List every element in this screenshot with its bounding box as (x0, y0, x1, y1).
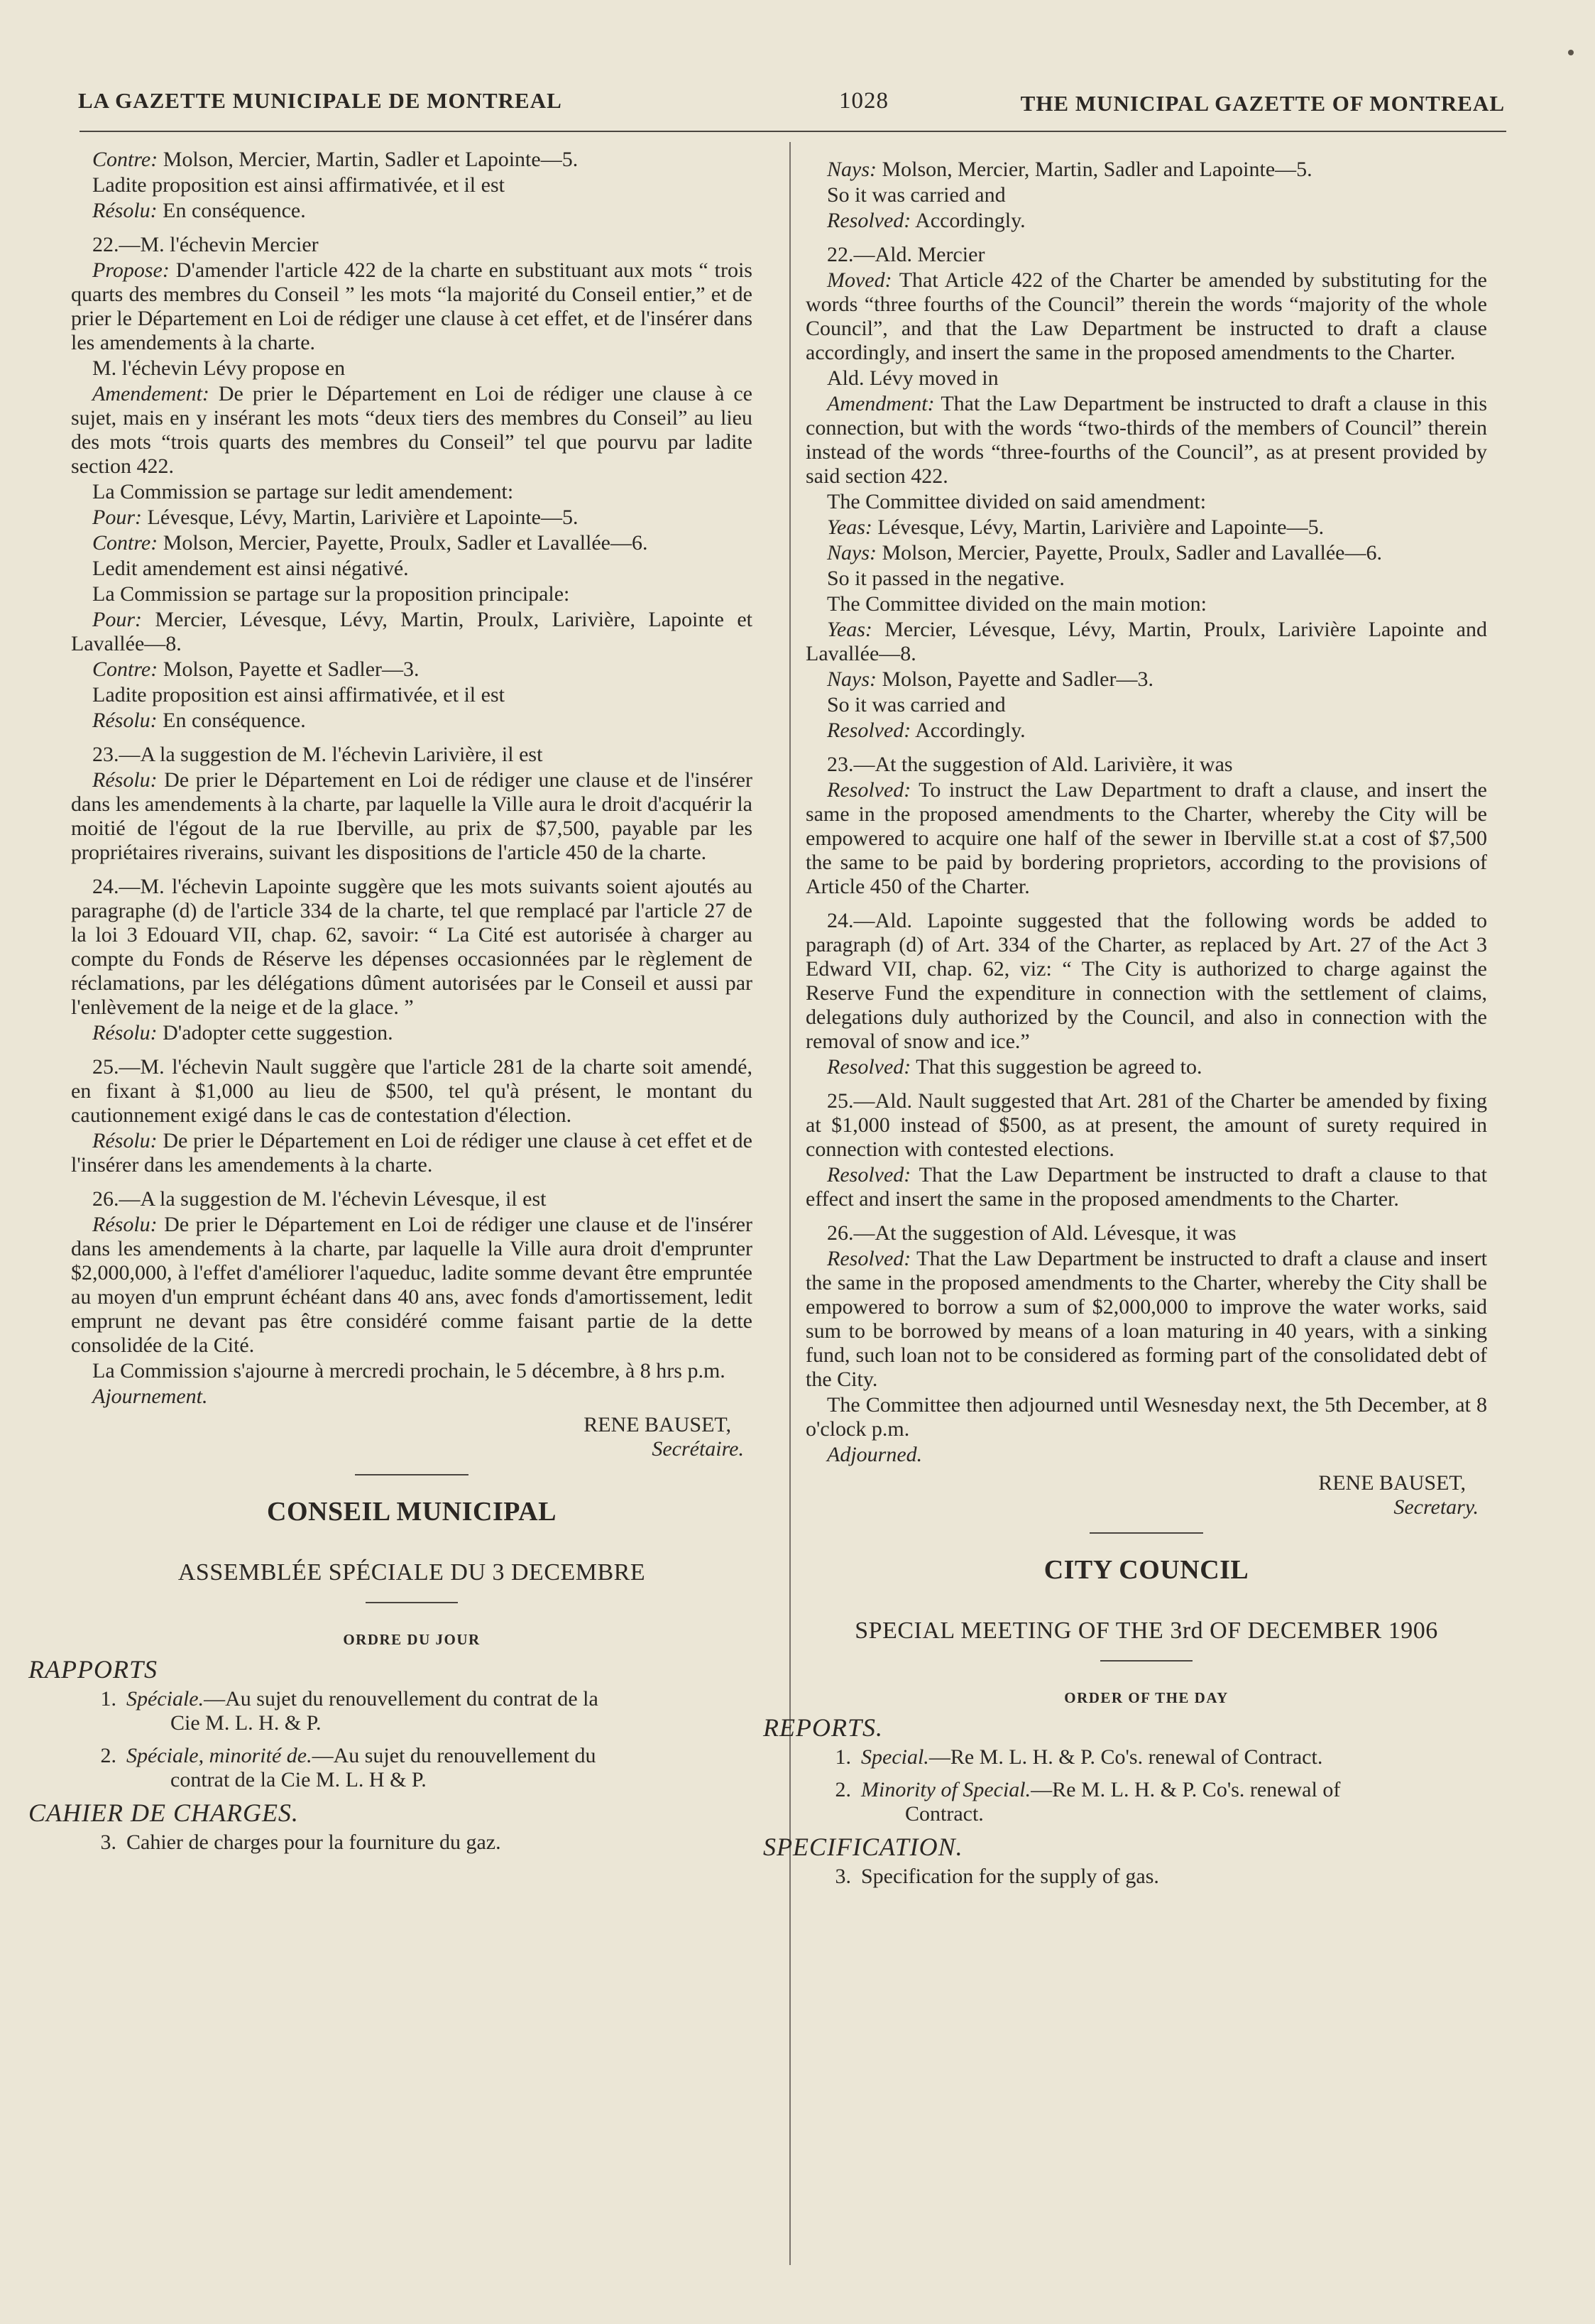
agenda-item (806, 1745, 1487, 1769)
paragraph (71, 173, 752, 197)
paragraph (71, 1129, 752, 1177)
paragraph-text: The Committee divided on the main motion: (827, 592, 1207, 616)
paragraph-label: Resolved: (827, 778, 911, 802)
agenda-item-number: 2. (100, 1744, 116, 1767)
paragraph-label: Yeas: (827, 515, 872, 539)
paragraph (806, 1163, 1487, 1211)
paragraph-text: 24.—Ald. Lapointe suggested that the following words be added to paragraph (d) of Art. 334 of the Charter, as replaced by Art. 27 of the Act 3 Edward VII, chap. 62, viz: “ The City is authorized to charge against the Reserve Fund the expenditure in connection with the settlement of claims, delegations duly authorized by the Council, and also in connection with the removal of snow and ice.” (806, 909, 1487, 1053)
paragraph (71, 608, 752, 656)
en-meeting-title: SPECIAL MEETING OF THE 3rd OF DECEMBER 1906 (855, 1617, 1438, 1644)
paragraph (71, 743, 752, 767)
en-block-item25 (806, 1089, 1487, 1211)
paragraph-text: 26.—A la suggestion de M. l'échevin Lévesque, il est (92, 1187, 547, 1211)
paragraph-label: Résolu: (92, 1213, 158, 1236)
fr-block-p1 (71, 148, 752, 223)
agenda-item-text: —Re M. L. H. & P. Co's. renewal of (1031, 1778, 1341, 1801)
en-order-rule (1100, 1660, 1193, 1662)
column-divider (789, 142, 791, 2265)
paragraph (806, 1247, 1487, 1392)
en-block-p1 (806, 158, 1487, 233)
fr-order-label: ORDRE DU JOUR (343, 1631, 481, 1648)
paragraph (806, 592, 1487, 616)
fr-signature: RENE BAUSET, (583, 1413, 731, 1436)
paragraph-text: So it was carried and (827, 693, 1006, 716)
agenda-item-text: —Au sujet du renouvellement du contrat de la (204, 1687, 598, 1711)
paragraph-text: 22.—Ald. Mercier (827, 243, 985, 266)
paragraph (71, 768, 752, 865)
header-title-en: THE MUNICIPAL GAZETTE OF MONTREAL (1020, 91, 1505, 116)
agenda-item (71, 1831, 752, 1855)
paragraph (806, 158, 1487, 182)
paragraph (806, 618, 1487, 666)
en-block-item22 (806, 243, 1487, 743)
paragraph (71, 1359, 752, 1383)
fr-block-item24 (71, 875, 752, 1045)
paragraph-label: Résolu: (92, 768, 158, 792)
paragraph-text: So it passed in the negative. (827, 567, 1065, 590)
paragraph-text: Ledit amendement est ainsi négativé. (92, 557, 409, 580)
paragraph-label: Resolved: (827, 1163, 911, 1186)
agenda-item-continuation: contrat de la Cie M. L. H & P. (170, 1768, 427, 1791)
fr-block-item25 (71, 1055, 752, 1177)
fr-signature-title: Secrétaire. (652, 1437, 744, 1461)
paragraph-text: The Committee divided on said amendment: (827, 490, 1207, 513)
paragraph-label: Nays: (827, 158, 877, 181)
paragraph-text: En conséquence. (157, 199, 306, 222)
paragraph-text: D'amender l'article 422 de la charte en substituant aux mots “ trois quarts des membres du Conseil ” les mots “la majorité du Conseil entier,” et de prier le Département en Loi de rédiger une clause à cet effet, et de l'insérer dans les amendements à la charte. (71, 258, 752, 354)
en-spec-label: SPECIFICATION. (763, 1833, 963, 1861)
paragraph-text: Molson, Mercier, Martin, Sadler et Lapointe—5. (158, 148, 579, 171)
fr-section-rule (355, 1474, 468, 1475)
agenda-item (806, 1865, 1487, 1889)
paragraph (806, 366, 1487, 391)
paragraph-text: La Commission se partage sur la proposition principale: (92, 582, 570, 606)
paragraph (71, 1213, 752, 1358)
agenda-item (71, 1744, 752, 1792)
paragraph (806, 515, 1487, 540)
paragraph-label: Resolved: (827, 1247, 911, 1270)
en-order-label: ORDER OF THE DAY (1064, 1689, 1229, 1706)
agenda-item-text: Cahier de charges pour la fourniture du gaz. (126, 1831, 501, 1854)
paragraph-text: Lévesque, Lévy, Martin, Larivière and Lapointe—5. (872, 515, 1325, 539)
paragraph (806, 1055, 1487, 1079)
paragraph-text: Mercier, Lévesque, Lévy, Martin, Proulx, Larivière Lapointe and Lavallée—8. (806, 618, 1487, 665)
paragraph (806, 753, 1487, 777)
en-block-item23 (806, 753, 1487, 899)
paragraph-text: En conséquence. (157, 709, 306, 732)
paragraph (71, 557, 752, 581)
paragraph-label: Moved: (827, 268, 892, 292)
paragraph-text: 22.—M. l'échevin Mercier (92, 233, 319, 256)
paragraph (71, 480, 752, 504)
paragraph (71, 382, 752, 479)
paragraph-text: La Commission s'ajourne à mercredi prochain, le 5 décembre, à 8 hrs p.m. (92, 1359, 725, 1382)
paragraph (71, 148, 752, 172)
paragraph-label: Nays: (827, 541, 877, 564)
paragraph (806, 719, 1487, 743)
agenda-item-label: Special. (861, 1745, 929, 1769)
paragraph-label: Propose: (92, 258, 170, 282)
agenda-item-number: 2. (835, 1778, 851, 1801)
fr-reports-label: RAPPORTS (28, 1655, 158, 1684)
paragraph-text: De prier le Département en Loi de rédiger une clause à cet effet et de l'insérer dans les amendements à la charte. (71, 1129, 752, 1177)
fr-council-title: CONSEIL MUNICIPAL (267, 1497, 557, 1527)
paragraph (806, 1393, 1487, 1441)
paragraph (806, 268, 1487, 365)
paragraph-text: The Committee then adjourned until Wesnesday next, the 5th December, at 8 o'clock p.m. (806, 1393, 1487, 1441)
agenda-item-number: 1. (100, 1687, 116, 1711)
en-adjourn: Adjourned. (827, 1443, 923, 1466)
paragraph-text: That the Law Department be instructed to draft a clause in this connection, but with the words “two-thirds of the members of Council” therein instead of the words “three-fourths of the Council”, as at present provided by said section 422. (806, 392, 1487, 488)
paragraph-text: To instruct the Law Department to draft a clause, and insert the same in the proposed amendments to the Charter, whereby the City will be empowered to acquire one half of the sewer in Iberville st.at a cost of $7,500 the same to be paid by bordering proprietors, according to the provisions of Article 450 of the Charter. (806, 778, 1487, 898)
paragraph (71, 875, 752, 1020)
en-council-title: CITY COUNCIL (1043, 1555, 1249, 1585)
paragraph-label: Résolu: (92, 1021, 158, 1044)
paragraph-text: Molson, Payette et Sadler—3. (158, 658, 420, 681)
ink-speck (1568, 50, 1574, 55)
paragraph-text: That Article 422 of the Charter be amended by substituting for the words “three fourths of the Council” therein the words “majority of the whole Council”, and that the Law Department be instructed to draft a clause accordingly, and insert the same in the proposed amendments to the Charter. (806, 268, 1487, 364)
paragraph (71, 506, 752, 530)
paragraph (806, 490, 1487, 514)
agenda-item (806, 1778, 1487, 1826)
paragraph-text: 25.—M. l'échevin Nault suggère que l'article 281 de la charte soit amendé, en fixant à $1,000 au lieu de $500, tel qu'à présent, le montant du cautionnement exigé dans le cas de contestation d'élection. (71, 1055, 752, 1127)
paragraph-text: Molson, Mercier, Payette, Proulx, Sadler et Lavallée—6. (158, 531, 648, 555)
paragraph-label: Amendement: (92, 382, 209, 405)
paragraph (71, 1021, 752, 1045)
header-rule (80, 131, 1506, 132)
paragraph-text: De prier le Département en Loi de rédiger une clause et de l'insérer dans les amendements à la charte, par laquelle la Ville aura le droit d'acquérir la moitié de l'égout de la rue Iberville, au prix de $7,500, payable par les propriétaires riverains, suivant les dispositions de l'article 450 de la charte. (71, 768, 752, 864)
paragraph (806, 209, 1487, 233)
en-minutes (806, 158, 1487, 1520)
paragraph-text: Ald. Lévy moved in (827, 366, 999, 390)
paragraph-text: D'adopter cette suggestion. (157, 1021, 393, 1044)
paragraph-label: Résolu: (92, 1129, 158, 1152)
paragraph-text: La Commission se partage sur ledit amendement: (92, 480, 514, 503)
agenda-item-label: Spéciale. (126, 1687, 204, 1711)
paragraph-text: 23.—At the suggestion of Ald. Larivière, it was (827, 753, 1233, 776)
paragraph-text: 24.—M. l'échevin Lapointe suggère que les mots suivants soient ajoutés au paragraphe (d) de l'article 334 de la charte, tel que remplacé par l'article 27 de la loi 3 Edouard VII, chap. 62, savoir: “ La Cité est autorisée à charger au compte du Fonds de Réserve les dépenses occasionnées par le règlement de réclamations, par les délégations dûment autorisées par le Conseil et aussi par l'enlèvement de la neige et de la glace. ” (71, 875, 752, 1019)
paragraph (806, 1089, 1487, 1162)
en-section-rule (1090, 1532, 1203, 1534)
agenda-item-text: —Au sujet du renouvellement du (312, 1744, 596, 1767)
paragraph-text: Ladite proposition est ainsi affirmativée, et il est (92, 173, 505, 197)
paragraph-text: Accordingly. (911, 719, 1026, 742)
fr-order-rule (366, 1602, 458, 1603)
fr-adjourn: Ajournement. (92, 1385, 208, 1408)
en-signature: RENE BAUSET, (1318, 1471, 1466, 1495)
paragraph (806, 541, 1487, 565)
paragraph (806, 392, 1487, 489)
paragraph-label: Pour: (92, 608, 142, 631)
paragraph-label: Pour: (92, 506, 142, 529)
paragraph-text: M. l'échevin Lévy propose en (92, 356, 346, 380)
page-number: 1028 (839, 88, 889, 114)
english-column (763, 158, 1487, 1897)
french-column (28, 148, 752, 1863)
en-block-item24 (806, 909, 1487, 1079)
paragraph (806, 183, 1487, 207)
paragraph-text: 26.—At the suggestion of Ald. Lévesque, it was (827, 1221, 1237, 1245)
page-header (78, 84, 1505, 126)
paragraph-text: Molson, Mercier, Martin, Sadler and Lapointe—5. (877, 158, 1312, 181)
fr-block-item22 (71, 233, 752, 733)
paragraph (806, 1221, 1487, 1245)
paragraph (71, 258, 752, 355)
fr-spec-list (71, 1831, 752, 1855)
agenda-item-label: Spéciale, minorité de. (126, 1744, 312, 1767)
paragraph-label: Résolu: (92, 709, 158, 732)
paragraph-label: Amendment: (827, 392, 935, 415)
paragraph-text: Lévesque, Lévy, Martin, Larivière et Lapointe—5. (142, 506, 579, 529)
paragraph (71, 356, 752, 381)
paragraph (71, 683, 752, 707)
paragraph (71, 658, 752, 682)
fr-block-item26 (71, 1187, 752, 1383)
fr-block-item23 (71, 743, 752, 865)
paragraph-text: 25.—Ald. Nault suggested that Art. 281 of the Charter be amended by fixing at $1,000 instead of $500, as at present, the amount of surety required in connection with contested elections. (806, 1089, 1487, 1161)
paragraph (71, 1187, 752, 1211)
en-signature-title: Secretary. (1393, 1495, 1479, 1519)
paragraph-text: That this suggestion be agreed to. (911, 1055, 1202, 1079)
agenda-item-continuation: Contract. (905, 1802, 984, 1826)
paragraph-text: That the Law Department be instructed to draft a clause to that effect and insert the same in the proposed amendments to the Charter. (806, 1163, 1487, 1211)
agenda-item-label: Minority of Special. (861, 1778, 1031, 1801)
paragraph-label: Yeas: (827, 618, 872, 641)
paragraph-text: 23.—A la suggestion de M. l'échevin Larivière, il est (92, 743, 543, 766)
paragraph-text: Mercier, Lévesque, Lévy, Martin, Proulx, Larivière, Lapointe et Lavallée—8. (71, 608, 752, 655)
paragraph (806, 778, 1487, 899)
en-reports-label: REPORTS. (763, 1713, 883, 1742)
paragraph (806, 243, 1487, 267)
paragraph (806, 567, 1487, 591)
paragraph-label: Resolved: (827, 1055, 911, 1079)
agenda-item-number: 3. (835, 1865, 851, 1888)
paragraph-label: Resolved: (827, 209, 911, 232)
fr-spec-label: CAHIER DE CHARGES. (28, 1799, 299, 1827)
paragraph-label: Contre: (92, 148, 158, 171)
paragraph (806, 909, 1487, 1054)
paragraph (71, 531, 752, 555)
fr-reports-list (71, 1687, 752, 1792)
paragraph-text: Molson, Mercier, Payette, Proulx, Sadler and Lavallée—6. (877, 541, 1382, 564)
agenda-item-text: —Re M. L. H. & P. Co's. renewal of Contract. (928, 1745, 1323, 1769)
paragraph-text: De prier le Département en Loi de rédiger une clause à ce sujet, mais en y insérant les mots “deux tiers des membres du Conseil” au lieu des mots “trois quarts des membres du Conseil” tel que pourvu par ladite section 422. (71, 382, 752, 478)
paragraph-text: So it was carried and (827, 183, 1006, 207)
agenda-item-text: Specification for the supply of gas. (861, 1865, 1159, 1888)
agenda-item-continuation: Cie M. L. H. & P. (170, 1711, 322, 1735)
paragraph-label: Contre: (92, 658, 158, 681)
paragraph (71, 709, 752, 733)
paragraph-text: Molson, Payette and Sadler—3. (877, 667, 1153, 691)
paragraph-text: Accordingly. (911, 209, 1026, 232)
paragraph-text: Ladite proposition est ainsi affirmativée, et il est (92, 683, 505, 707)
paragraph-label: Résolu: (92, 199, 158, 222)
paragraph-label: Contre: (92, 531, 158, 555)
agenda-item-number: 3. (100, 1831, 116, 1854)
en-reports-list (806, 1745, 1487, 1826)
en-block-item26 (806, 1221, 1487, 1441)
agenda-item-number: 1. (835, 1745, 851, 1769)
paragraph-label: Nays: (827, 667, 877, 691)
paragraph (71, 199, 752, 223)
paragraph-label: Resolved: (827, 719, 911, 742)
paragraph (71, 1055, 752, 1128)
paragraph (806, 667, 1487, 692)
fr-minutes (71, 148, 752, 1461)
agenda-item (71, 1687, 752, 1735)
paragraph (71, 233, 752, 257)
paragraph (71, 582, 752, 606)
en-spec-list (806, 1865, 1487, 1889)
paragraph-text: De prier le Département en Loi de rédiger une clause et de l'insérer dans les amendements à la charte, par laquelle la Ville aura droit d'emprunter $2,000,000, à l'effet d'améliorer l'aqueduc, ladite somme devant être empruntée au moyen d'un emprunt échéant dans 40 ans, avec fonds d'amortissement, ledit emprunt ne devant pas être considéré comme faisant partie de la dette consolidée de la Cité. (71, 1213, 752, 1357)
paragraph-text: That the Law Department be instructed to draft a clause and insert the same in the proposed amendments to the Charter, whereby the City shall be empowered to borrow a sum of $2,000,000 to improve the water works, said sum to be borrowed by means of a loan maturing in 40 years, with a sinking fund, such loan not to be considered as forming part of the consolidated debt of the City. (806, 1247, 1487, 1391)
fr-meeting-title: ASSEMBLÉE SPÉCIALE DU 3 DECEMBRE (177, 1559, 646, 1586)
header-title-fr: LA GAZETTE MUNICIPALE DE MONTREAL (78, 88, 562, 113)
paragraph (806, 693, 1487, 717)
